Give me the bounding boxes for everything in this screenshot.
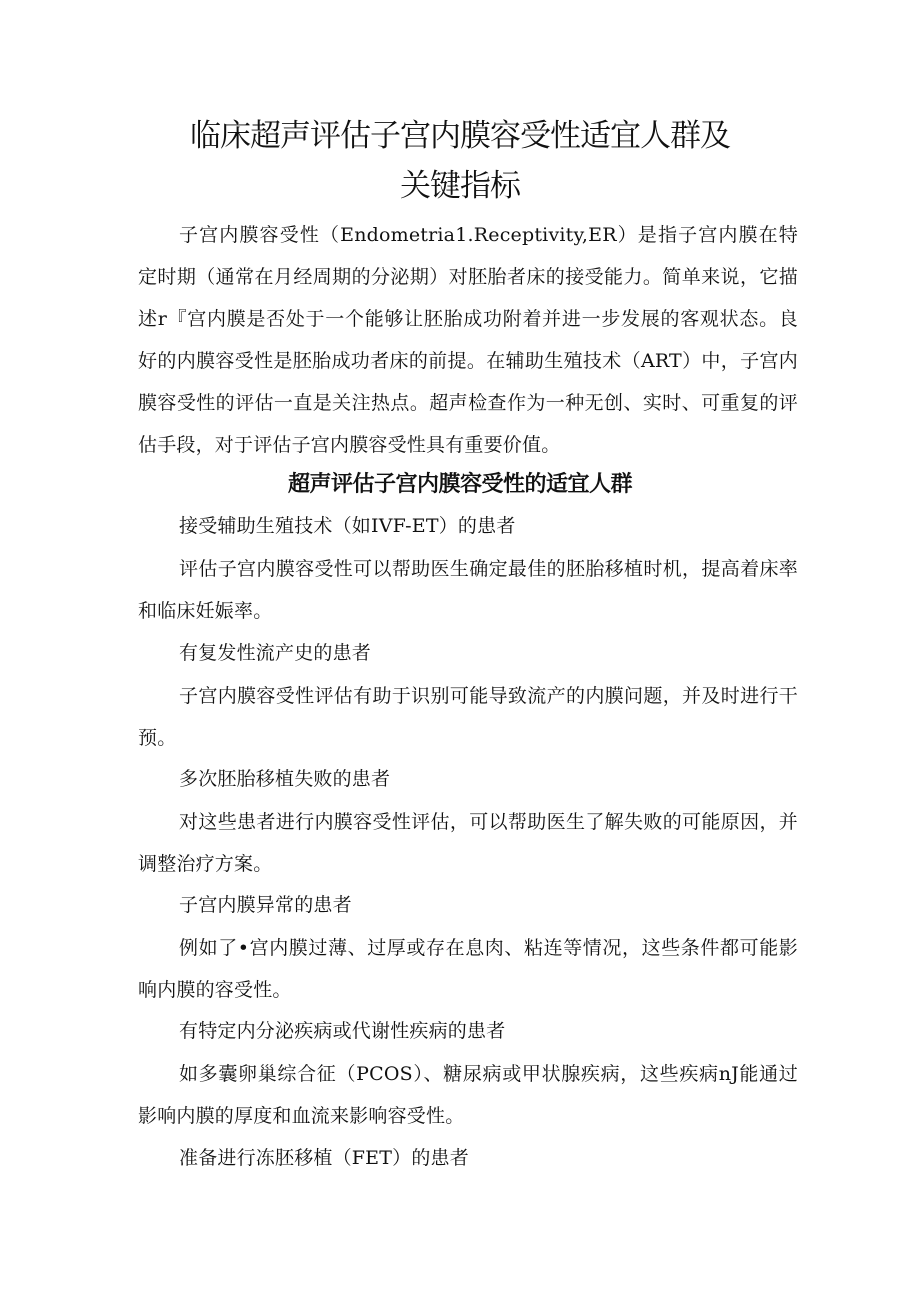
group-label: 有复发性流产史的患者 xyxy=(179,642,372,664)
group-description: 如多囊卵巢综合征（PCOS）、糖尿病或甲状腺疾病，这些疾病nJ能通过影响内膜的厚度和血流来影响容受性。 xyxy=(138,1063,798,1127)
group-label: 准备进行冻胚移植（FET）的患者 xyxy=(179,1147,469,1169)
group-label: 接受辅助生殖技术（如IVF-ET）的患者 xyxy=(179,515,516,537)
group-description: 例如了•宫内膜过薄、过厚或存在息肉、粘连等情况，这些条件都可能影响内膜的容受性。 xyxy=(138,937,798,1001)
document-title-line-1: 临床超声评估子宫内膜容受性适宜人群及 xyxy=(190,118,730,154)
intro-paragraph: 子宫内膜容受性（Endometria1.Receptivity,ER）是指子宫内膜在特定时期（通常在月经周期的分泌期）对胚胎者床的接受能力。简单来说，它描述r『宫内膜是否处于一个能够让胚胎成功附着并进一步发展的客观状态。良好的内膜容受性是胚胎成功者床的前提。在辅助生殖技术（ART）中，子宫内膜容受性的评估一直是关注热点。超声检查作为一种无创、实时、可重复的评估手段，对于评估子宫内膜容受性具有重要价值。 xyxy=(138,224,798,456)
group-label: 有特定内分泌疾病或代谢性疾病的患者 xyxy=(179,1020,506,1042)
section-heading: 超声评估子宫内膜容受性的适宜人群 xyxy=(287,472,632,497)
document-title-line-2: 关键指标 xyxy=(400,168,520,204)
group-label: 子宫内膜异常的患者 xyxy=(179,894,352,916)
group-label: 多次胚胎移植失败的患者 xyxy=(179,768,391,790)
group-description: 子宫内膜容受性评估有助于识别可能导致流产的内膜问题，并及时进行干预。 xyxy=(138,685,798,749)
group-description: 对这些患者进行内膜容受性评估，可以帮助医生了解失败的可能原因，并调整治疗方案。 xyxy=(138,811,798,875)
group-description: 评估子宫内膜容受性可以帮助医生确定最佳的胚胎移植时机，提高着床率和临床妊娠率。 xyxy=(138,558,798,622)
